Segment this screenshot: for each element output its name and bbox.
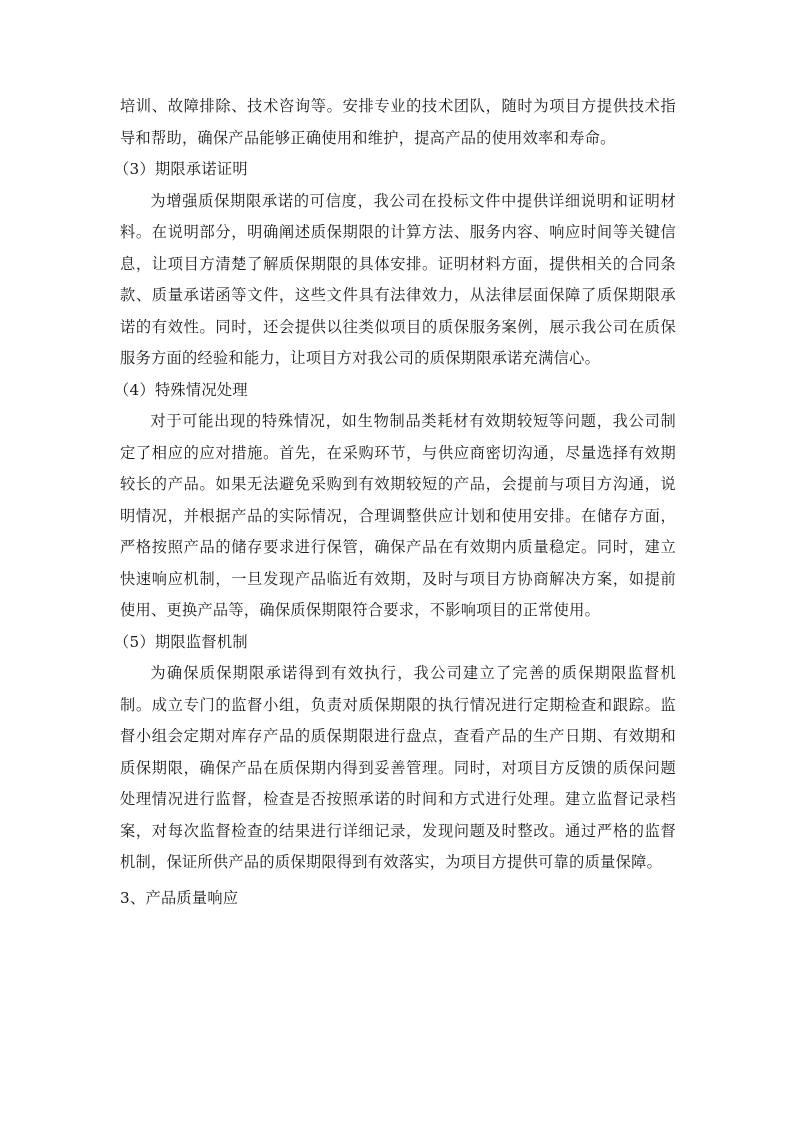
section-heading-product-quality: 3、产品质量响应 [120,888,239,907]
body-paragraph-term-supervision: 为确保质保期限承诺得到有效执行，我公司建立了完善的质保期限监督机制。成立专门的监督小组，负责对质保期限的执行情况进行定期检查和跟踪。监督小组会定期对库存产品的质保期限进行盘点，查看产品的生产日期、有效期和质保期限，确保产品在质保期内得到妥善管理。同时，对项目方反馈的质保问题处理情况进行监督，检查是否按照承诺的时间和方式进行处理。建立监督记录档案，对每次监督检查的结果进行详细记录，发现问题及时整改。通过严格的监督机制，保证所供产品的质保期限得到有效落实，为项目方提供可靠的质量保障。 [120,664,676,871]
subheading-term-commitment-proof: （3）期限承诺证明 [114,160,248,178]
body-paragraph-term-commitment-proof: 为增强质保期限承诺的可信度，我公司在投标文件中提供详细说明和证明材料。在说明部分，明确阐述质保期限的计算方法、服务内容、响应时间等关键信息，让项目方清楚了解质保期限的具体安排。证明材料方面，提供相关的合同条款、质量承诺函等文件，这些文件具有法律效力，从法律层面保障了质保期限承诺的有效性。同时，还会提供以往类似项目的质保服务案例，展示我公司在质保服务方面的经验和能力，让项目方对我公司的质保期限承诺充满信心。 [120,191,676,367]
body-paragraph-continued: 培训、故障排除、技术咨询等。安排专业的技术团队，随时为项目方提供技术指导和帮助，确保产品能够正确使用和维护，提高产品的使用效率和寿命。 [120,97,676,147]
subheading-special-case-handling: （4）特殊情况处理 [114,380,248,399]
body-paragraph-special-case-handling: 对于可能出现的特殊情况，如生物制品类耗材有效期较短等问题，我公司制定了相应的应对措施。首先，在采购环节，与供应商密切沟通，尽量选择有效期较长的产品。如果无法避免采购到有效期较短的产品，会提前与项目方沟通，说明情况，并根据产品的实际情况，合理调整供应计划和使用安排。在储存方面，严格按照产品的储存要求进行保管，确保产品在有效期内质量稳定。同时，建立快速响应机制，一旦发现产品临近有效期，及时与项目方协商解决方案，如提前使用、更换产品等，确保质保期限符合要求，不影响项目的正常使用。 [120,412,676,619]
document-body [114,91,676,914]
subheading-term-supervision: （5）期限监督机制 [114,632,248,651]
